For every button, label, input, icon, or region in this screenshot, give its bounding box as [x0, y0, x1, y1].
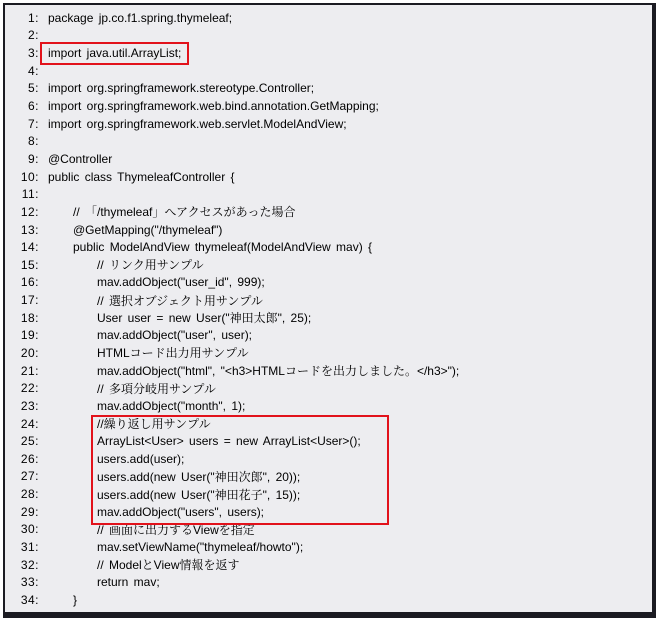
code-text: ArrayList<User> users = new ArrayList<User>(); — [97, 434, 361, 449]
code-line — [5, 327, 648, 345]
code-text: users.add(new User("神田花子", 15)); — [97, 487, 301, 502]
line-number: 14: — [20, 240, 39, 255]
line-number: 34: — [20, 592, 39, 607]
line-number: 29: — [20, 504, 39, 519]
code-text: @GetMapping("/thymeleaf") — [73, 222, 223, 237]
line-number: 32: — [20, 557, 39, 572]
code-text: mav.addObject("month", 1); — [97, 398, 246, 413]
line-number: 9: — [27, 151, 39, 166]
code-line — [5, 185, 648, 203]
line-number: 27: — [20, 469, 39, 484]
code-text: // 選択オブジェクト用サンプル — [97, 293, 263, 308]
line-number: 19: — [20, 328, 39, 343]
line-number: 25: — [20, 434, 39, 449]
code-text: mav.addObject("user", user); — [97, 328, 253, 343]
code-line — [5, 591, 648, 609]
code-line — [5, 291, 648, 309]
line-number: 10: — [20, 169, 39, 184]
line-number: 24: — [20, 416, 39, 431]
code-text: //繰り返し用サンプル — [97, 417, 211, 432]
code-line — [5, 221, 648, 239]
line-number: 21: — [20, 363, 39, 378]
code-line — [5, 521, 648, 539]
code-listing-frame — [3, 3, 656, 618]
code-text: users.add(user); — [97, 451, 185, 466]
code-line — [5, 362, 648, 380]
code-text: import org.springframework.stereotype.Controller; — [48, 81, 315, 96]
code-text-highlighted: import java.util.ArrayList; — [48, 45, 182, 60]
code-text: // 「/thymeleaf」へアクセスがあった場合 — [73, 205, 296, 220]
code-text: // ModelとView情報を返す — [97, 558, 240, 573]
code-line — [5, 274, 648, 292]
code-line — [5, 9, 648, 27]
code-text: HTMLコード出力用サンプル — [97, 346, 249, 361]
line-number: 17: — [20, 293, 39, 308]
code-line — [5, 574, 648, 592]
code-line — [5, 538, 648, 556]
line-number: 23: — [20, 398, 39, 413]
code-line — [5, 503, 648, 521]
code-text: return mav; — [97, 575, 160, 590]
code-line — [5, 379, 648, 397]
line-number: 22: — [20, 381, 39, 396]
code-text: mav.addObject("user_id", 999); — [97, 275, 265, 290]
code-lines — [5, 9, 648, 609]
line-number: 26: — [20, 451, 39, 466]
code-text: mav.addObject("html", "<h3>HTMLコードを出力しました。</h3>"); — [97, 364, 460, 379]
code-text: public ModelAndView thymeleaf(ModelAndView mav) { — [73, 240, 373, 255]
line-number: 12: — [20, 204, 39, 219]
line-number: 8: — [27, 134, 39, 149]
line-number: 5: — [27, 81, 39, 96]
code-line — [5, 168, 648, 186]
code-line — [5, 415, 648, 433]
code-text: users.add(new User("神田次郎", 20)); — [97, 469, 301, 484]
code-text: public class ThymeleafController { — [48, 169, 235, 184]
code-line — [5, 80, 648, 98]
code-line — [5, 344, 648, 362]
line-number: 28: — [20, 487, 39, 502]
line-number: 4: — [27, 63, 39, 78]
code-line — [5, 432, 648, 450]
code-text: import org.springframework.web.servlet.ModelAndView; — [48, 116, 347, 131]
line-number: 7: — [27, 116, 39, 131]
line-number: 20: — [20, 345, 39, 360]
code-line — [5, 97, 648, 115]
line-number: 1: — [27, 10, 39, 25]
code-line — [5, 556, 648, 574]
code-line — [5, 132, 648, 150]
code-line — [5, 44, 648, 62]
code-line — [5, 115, 648, 133]
code-text: @Controller — [48, 151, 113, 166]
line-number: 15: — [20, 257, 39, 272]
code-text: User user = new User("神田太郎", 25); — [97, 311, 312, 326]
code-text: mav.setViewName("thymeleaf/howto"); — [97, 540, 304, 555]
code-text: mav.addObject("users", users); — [97, 504, 265, 519]
code-line — [5, 485, 648, 503]
line-number: 3: — [27, 46, 39, 61]
code-text: // リンク用サンプル — [97, 258, 204, 273]
line-number: 33: — [20, 575, 39, 590]
line-number: 18: — [20, 310, 39, 325]
line-number: 31: — [20, 540, 39, 555]
code-line — [5, 203, 648, 221]
code-text: // 画面に出力するViewを指定 — [97, 522, 255, 537]
code-text: import org.springframework.web.bind.annotation.GetMapping; — [48, 99, 379, 114]
code-text: } — [73, 592, 78, 607]
code-line — [5, 238, 648, 256]
code-line — [5, 256, 648, 274]
code-line — [5, 450, 648, 468]
line-number: 11: — [21, 187, 39, 202]
code-text: package jp.co.f1.spring.thymeleaf; — [48, 10, 233, 25]
code-line — [5, 150, 648, 168]
line-number: 6: — [27, 99, 39, 114]
code-text: // 多項分岐用サンプル — [97, 381, 216, 396]
highlight-box-import-arraylist — [40, 42, 189, 65]
line-number: 2: — [27, 28, 39, 43]
code-text — [48, 42, 189, 65]
code-line — [5, 468, 648, 486]
line-number: 30: — [20, 522, 39, 537]
code-line — [5, 397, 648, 415]
line-number: 16: — [20, 275, 39, 290]
line-number: 13: — [20, 222, 39, 237]
code-line — [5, 309, 648, 327]
